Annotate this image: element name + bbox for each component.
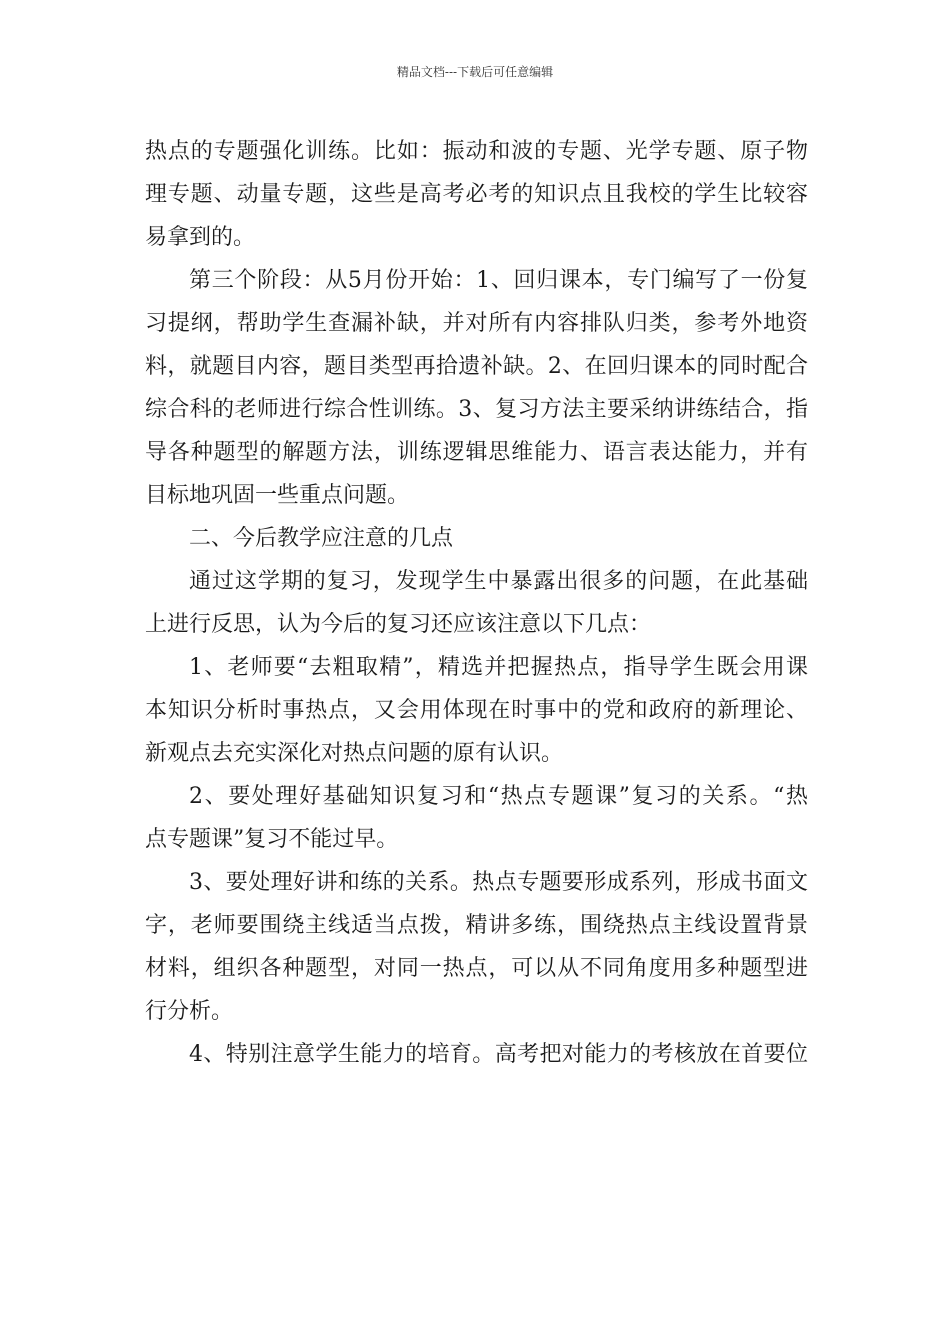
text-line: 理专题、动量专题，这些是高考必考的知识点且我校的学生比较容: [145, 182, 808, 207]
section-heading: [145, 517, 808, 560]
text-line: 二、今后教学应注意的几点: [189, 526, 454, 551]
text-line: 习提纲，帮助学生查漏补缺，并对所有内容排队归类，参考外地资: [145, 311, 808, 336]
text-line: 导各种题型的解题方法，训练逻辑思维能力、语言表达能力，并有: [145, 440, 808, 465]
text-line: 易拿到的。: [145, 225, 256, 250]
text-line: 第三个阶段：从5月份开始：1、回归课本，专门编写了一份复: [189, 268, 808, 293]
text-line: 2、要处理好基础知识复习和“热点专题课”复习的关系。“热: [189, 784, 808, 809]
text-line: 行分析。: [145, 999, 234, 1024]
text-line: 本知识分析时事热点，又会用体现在时事中的党和政府的新理论、: [145, 698, 808, 723]
text-line: 新观点去充实深化对热点问题的原有认识。: [145, 741, 564, 766]
text-line: 4、特别注意学生能力的培育。高考把对能力的考核放在首要位: [189, 1042, 808, 1067]
text-line: 3、要处理好讲和练的关系。热点专题要形成系列，形成书面文: [189, 870, 808, 895]
text-line: 上进行反思，认为今后的复习还应该注意以下几点：: [145, 612, 652, 637]
text-line: 综合科的老师进行综合性训练。3、复习方法主要采纳讲练结合，指: [145, 397, 808, 422]
paragraph-point-1: [145, 646, 808, 775]
paragraph-continuation: [145, 130, 808, 259]
text-line: 热点的专题强化训练。比如：振动和波的专题、光学专题、原子物: [145, 139, 808, 164]
paragraph-stage-three: [145, 259, 808, 517]
text-line: 点专题课”复习不能过早。: [145, 827, 399, 852]
text-line: 目标地巩固一些重点问题。: [145, 483, 410, 508]
text-line: 材料，组织各种题型，对同一热点，可以从不同角度用多种题型进: [145, 956, 808, 981]
body-text: [145, 130, 808, 1076]
text-line: 料，就题目内容，题目类型再拾遗补缺。2、在回归课本的同时配合: [145, 354, 808, 379]
paragraph-intro: [145, 560, 808, 646]
paragraph-point-2: [145, 775, 808, 861]
paragraph-point-4: [145, 1033, 808, 1076]
text-line: 通过这学期的复习，发现学生中暴露出很多的问题，在此基础: [189, 569, 808, 594]
paragraph-point-3: [145, 861, 808, 1033]
text-line: 1、老师要“去粗取精”，精选并把握热点，指导学生既会用课: [189, 655, 808, 680]
page-header: 精品文档---下载后可任意编辑: [396, 65, 554, 79]
text-line: 字，老师要围绕主线适当点拨，精讲多练，围绕热点主线设置背景: [145, 913, 808, 938]
